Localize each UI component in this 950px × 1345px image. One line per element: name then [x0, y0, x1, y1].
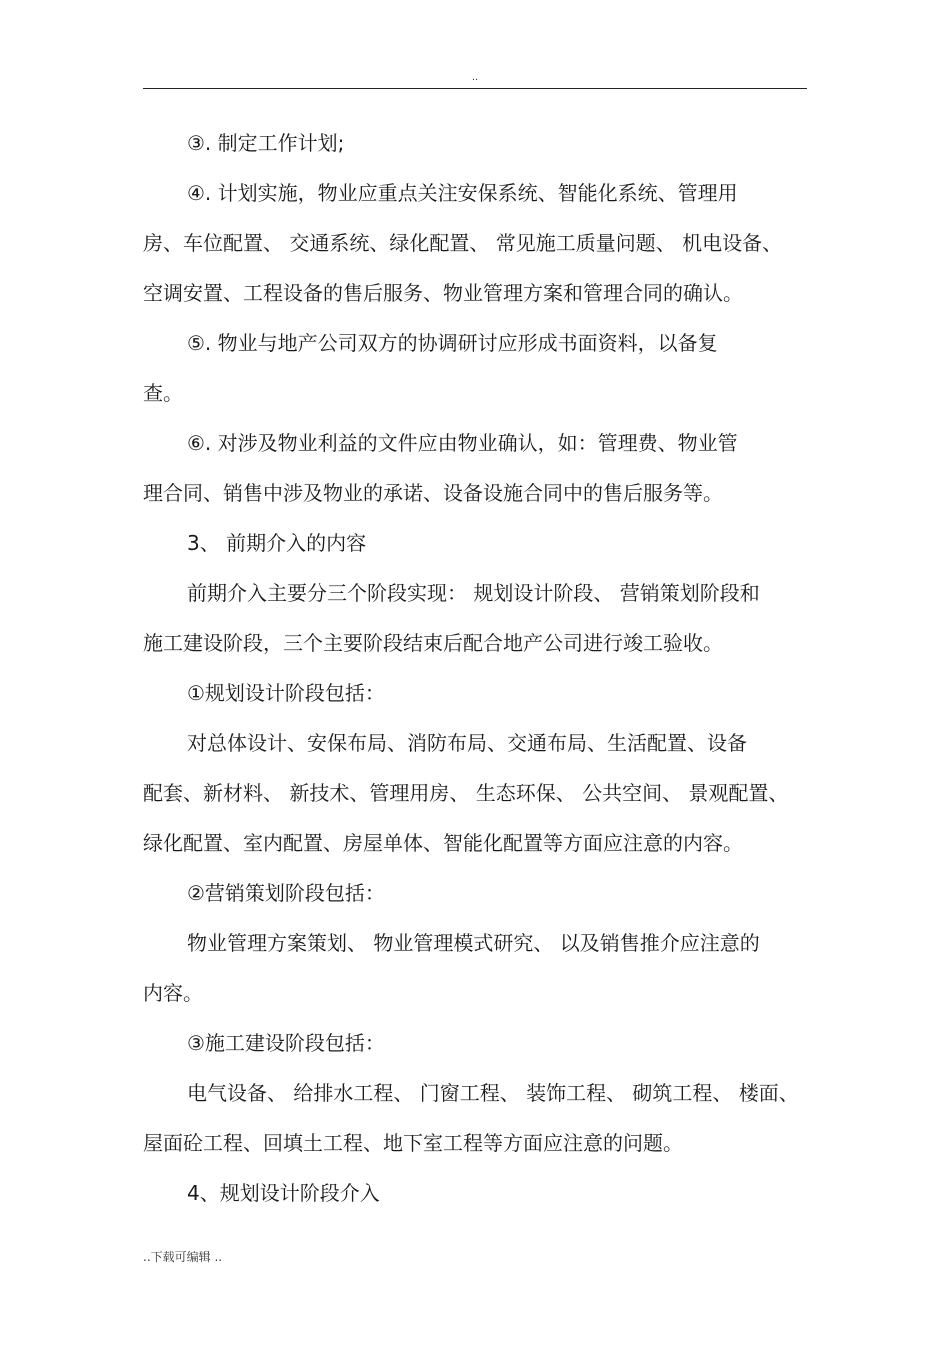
paragraph-line: 屋面砼工程、回填土工程、地下室工程等方面应注意的问题。 — [143, 1131, 683, 1155]
paragraph-line: 内容。 — [143, 981, 203, 1005]
paragraph-line: ⑤. 物业与地产公司双方的协调研讨应形成书面资料，以备复 — [187, 331, 718, 355]
paragraph-line: 施工建设阶段，三个主要阶段结束后配合地产公司进行竣工验收。 — [143, 631, 723, 655]
footer-note: ..下载可编辑 .. — [143, 1250, 223, 1264]
paragraph-line: ④. 计划实施，物业应重点关注安保系统、智能化系统、管理用 — [187, 181, 738, 205]
paragraph-line: 物业管理方案策划、 物业管理模式研究、 以及销售推介应注意的 — [187, 931, 760, 955]
body-text — [143, 118, 807, 1218]
paragraph-line: 配套、新材料、 新技术、管理用房、 生态环保、 公共空间、 景观配置、 — [143, 781, 789, 805]
paragraph-line: 空调安置、工程设备的售后服务、物业管理方案和管理合同的确认。 — [143, 281, 743, 305]
paragraph-line: 对总体设计、安保布局、消防布局、交通布局、生活配置、设备 — [187, 731, 747, 755]
paragraph-line: 绿化配置、室内配置、房屋单体、智能化配置等方面应注意的内容。 — [143, 831, 743, 855]
subsection-heading: ③施工建设阶段包括： — [187, 1031, 385, 1055]
paragraph-line: 查。 — [143, 381, 183, 405]
header-rule — [143, 88, 807, 89]
paragraph-line: 房、车位配置、 交通系统、绿化配置、 常见施工质量问题、 机电设备、 — [143, 231, 783, 255]
section-heading: 3、 前期介入的内容 — [187, 531, 367, 555]
subsection-heading: ②营销策划阶段包括： — [187, 881, 385, 905]
header-marker: .. — [471, 72, 479, 83]
section-heading: 4、规划设计阶段介入 — [187, 1181, 380, 1205]
paragraph-line: ③. 制定工作计划; — [187, 131, 345, 155]
paragraph-line: 电气设备、 给排水工程、 门窗工程、 装饰工程、 砌筑工程、 楼面、 — [187, 1081, 799, 1105]
paragraph-line: 前期介入主要分三个阶段实现： 规划设计阶段、 营销策划阶段和 — [187, 581, 760, 605]
subsection-heading: ①规划设计阶段包括： — [187, 681, 385, 705]
paragraph-line: ⑥. 对涉及物业利益的文件应由物业确认，如：管理费、物业管 — [187, 431, 738, 455]
paragraph-line: 理合同、销售中涉及物业的承诺、设备设施合同中的售后服务等。 — [143, 481, 723, 505]
